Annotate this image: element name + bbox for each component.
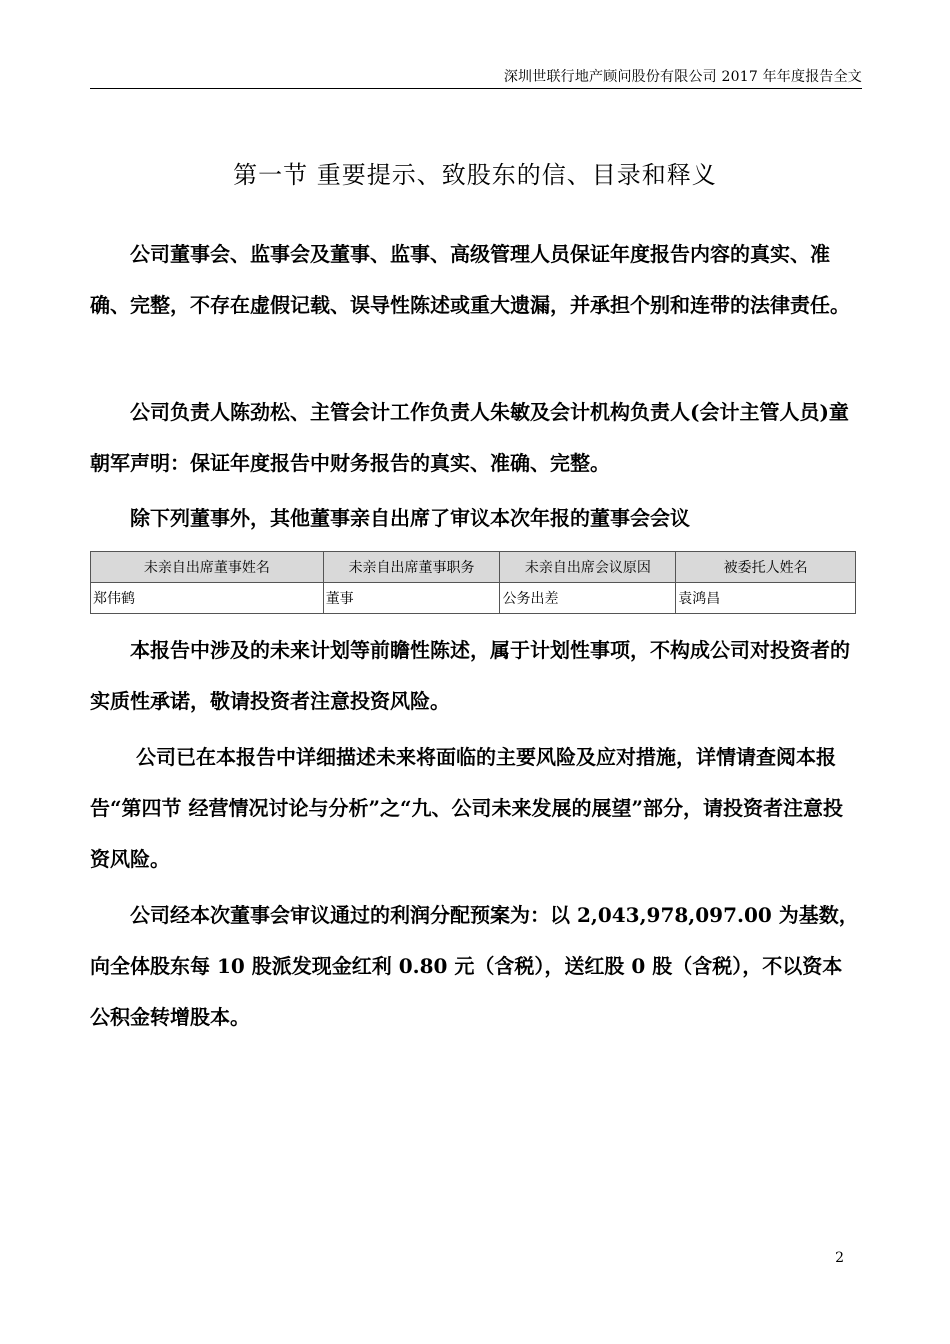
- table-row: [91, 583, 856, 614]
- report-header-title: 深圳世联行地产顾问股份有限公司 2017 年年度报告全文: [503, 69, 862, 85]
- paragraph-directors-attendance: 除下列董事外，其他董事亲自出席了审议本次年报的董事会会议: [130, 506, 690, 530]
- table-cell: 公务出差: [500, 583, 676, 614]
- paragraph-forward-looking-statement: 本报告中涉及的未来计划等前瞻性陈述，属于计划性事项，不构成公司对投资者的实质性承诺，敬请投资者注意投资风险。: [90, 638, 850, 713]
- table-header-row: [91, 552, 856, 583]
- paragraph-risk-disclosure: 公司已在本报告中详细描述未来将面临的主要风险及应对措施，详情请查阅本报告“第四节 经营情况讨论与分析”之“九、公司未来发展的展望”部分，请投资者注意投资风险。: [90, 745, 843, 871]
- paragraph-board-guarantee: 公司董事会、监事会及董事、监事、高级管理人员保证年度报告内容的真实、准确、完整，不存在虚假记载、误导性陈述或重大遗漏，并承担个别和连带的法律责任。: [90, 242, 850, 317]
- page-number: 2: [835, 1250, 844, 1266]
- table-header-cell: 未亲自出席董事姓名: [91, 552, 324, 583]
- section-title: 第一节 重要提示、致股东的信、目录和释义: [233, 161, 717, 189]
- absent-directors-table: [90, 551, 856, 614]
- table-cell: 郑伟鹤: [91, 583, 324, 614]
- header-divider: [90, 88, 862, 89]
- table-header-cell: 未亲自出席董事职务: [323, 552, 500, 583]
- paragraph-responsible-persons-statement: 公司负责人陈劲松、主管会计工作负责人朱敏及会计机构负责人(会计主管人员)童朝军声明：保证年度报告中财务报告的真实、准确、完整。: [90, 400, 849, 475]
- paragraph-profit-distribution: 公司经本次董事会审议通过的利润分配预案为：以 2,043,978,097.00 为基数，向全体股东每 10 股派发现金红利 0.80 元（含税），送红股 0 股（含税），不以资本公积金转增股本。: [90, 903, 859, 1029]
- table-header-cell: 未亲自出席会议原因: [500, 552, 676, 583]
- table-cell: 董事: [323, 583, 500, 614]
- table-cell: 袁鸿昌: [676, 583, 856, 614]
- table-header-cell: 被委托人姓名: [676, 552, 856, 583]
